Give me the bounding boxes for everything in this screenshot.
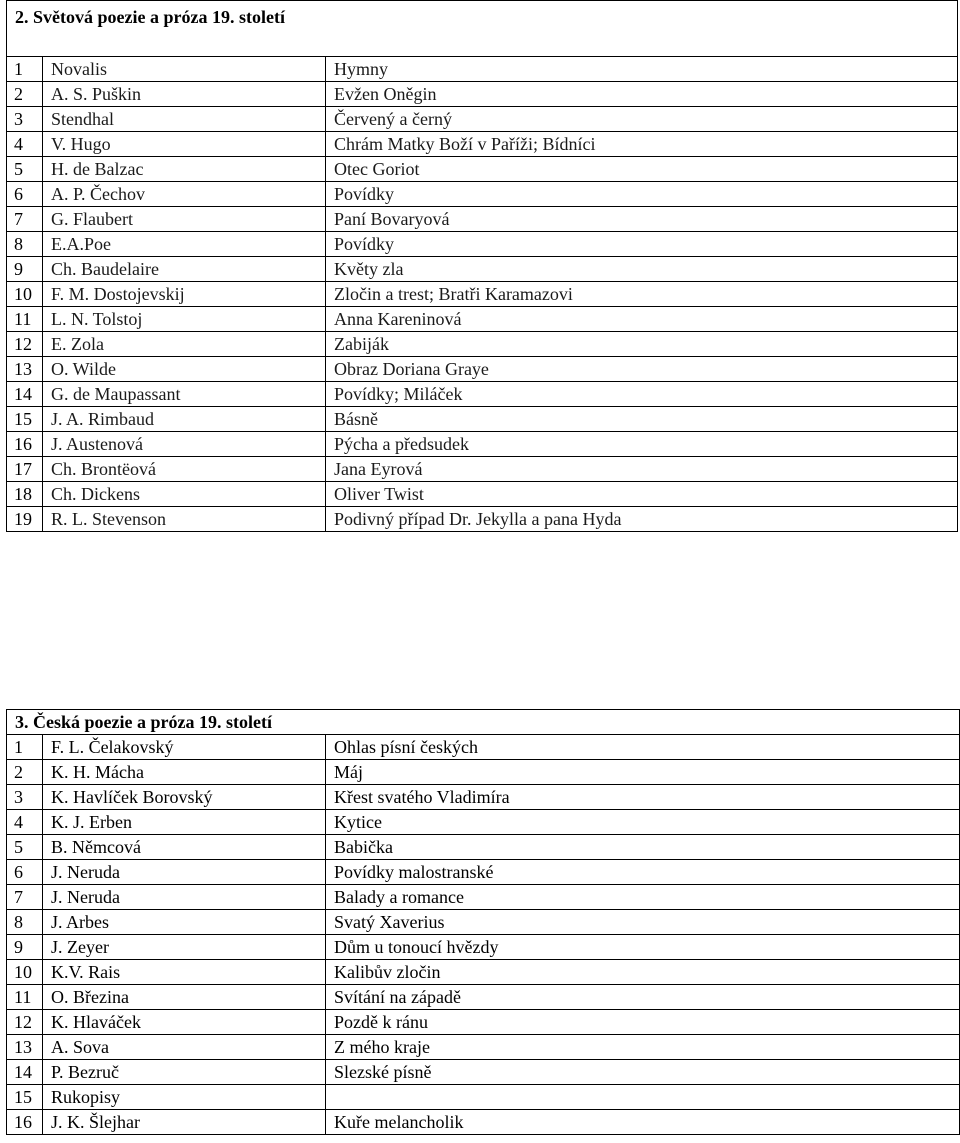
author-cell: Ch. Brontëová (43, 457, 326, 482)
work-cell: Otec Goriot (326, 157, 958, 182)
author-cell: A. P. Čechov (43, 182, 326, 207)
table-row (7, 1035, 960, 1060)
author-cell: V. Hugo (43, 132, 326, 157)
author-cell: J. K. Šlejhar (43, 1110, 326, 1135)
author-cell: J. Zeyer (43, 935, 326, 960)
work-cell: Svatý Xaverius (326, 910, 960, 935)
row-number: 10 (7, 282, 43, 307)
author-cell: F. L. Čelakovský (43, 735, 326, 760)
table-row (7, 382, 958, 407)
section-title: 3. Česká poezie a próza 19. století (7, 710, 960, 735)
table-row (7, 282, 958, 307)
table-row (7, 432, 958, 457)
author-cell: G. de Maupassant (43, 382, 326, 407)
table-row (7, 785, 960, 810)
table-row (7, 207, 958, 232)
row-number: 7 (7, 885, 43, 910)
work-cell: Pozdě k ránu (326, 1010, 960, 1035)
row-number: 5 (7, 835, 43, 860)
row-number: 11 (7, 985, 43, 1010)
author-cell: K. H. Mácha (43, 760, 326, 785)
author-cell: J. Austenová (43, 432, 326, 457)
table-row (7, 182, 958, 207)
author-cell: P. Bezruč (43, 1060, 326, 1085)
work-cell: Dům u tonoucí hvězdy (326, 935, 960, 960)
author-cell: B. Němcová (43, 835, 326, 860)
work-cell: Kytice (326, 810, 960, 835)
author-cell: O. Wilde (43, 357, 326, 382)
table-row (7, 457, 958, 482)
section-title-row (7, 1, 958, 57)
work-cell: Povídky (326, 232, 958, 257)
row-number: 16 (7, 432, 43, 457)
author-cell: A. Sova (43, 1035, 326, 1060)
row-number: 8 (7, 232, 43, 257)
author-cell: Rukopisy (43, 1085, 326, 1110)
work-cell: Máj (326, 760, 960, 785)
row-number: 1 (7, 57, 43, 82)
row-number: 7 (7, 207, 43, 232)
author-cell: Ch. Dickens (43, 482, 326, 507)
row-number: 4 (7, 810, 43, 835)
table-row (7, 332, 958, 357)
work-cell: Křest svatého Vladimíra (326, 785, 960, 810)
work-cell: Paní Bovaryová (326, 207, 958, 232)
author-cell: F. M. Dostojevskij (43, 282, 326, 307)
row-number: 3 (7, 107, 43, 132)
author-cell: A. S. Puškin (43, 82, 326, 107)
row-number: 14 (7, 382, 43, 407)
row-number: 15 (7, 407, 43, 432)
table-row (7, 860, 960, 885)
row-number: 4 (7, 132, 43, 157)
row-number: 17 (7, 457, 43, 482)
row-number: 5 (7, 157, 43, 182)
work-cell: Květy zla (326, 257, 958, 282)
table-row (7, 985, 960, 1010)
table-row (7, 507, 958, 532)
row-number: 16 (7, 1110, 43, 1135)
work-cell: Hymny (326, 57, 958, 82)
author-cell: K. Hlaváček (43, 1010, 326, 1035)
table-row (7, 910, 960, 935)
author-cell: K. J. Erben (43, 810, 326, 835)
table-row (7, 935, 960, 960)
author-cell: L. N. Tolstoj (43, 307, 326, 332)
table-row (7, 482, 958, 507)
row-number: 12 (7, 1010, 43, 1035)
work-cell: Povídky (326, 182, 958, 207)
work-cell: Ohlas písní českých (326, 735, 960, 760)
author-cell: G. Flaubert (43, 207, 326, 232)
row-number: 15 (7, 1085, 43, 1110)
row-number: 19 (7, 507, 43, 532)
work-cell: Babička (326, 835, 960, 860)
author-cell: K.V. Rais (43, 960, 326, 985)
author-cell: O. Březina (43, 985, 326, 1010)
author-cell: Stendhal (43, 107, 326, 132)
table-row (7, 1110, 960, 1135)
table-row (7, 107, 958, 132)
row-number: 13 (7, 357, 43, 382)
row-number: 8 (7, 910, 43, 935)
section-title-row (7, 710, 960, 735)
work-cell: Kalibův zločin (326, 960, 960, 985)
row-number: 11 (7, 307, 43, 332)
work-cell: Obraz Doriana Graye (326, 357, 958, 382)
row-number: 1 (7, 735, 43, 760)
row-number: 6 (7, 860, 43, 885)
author-cell: E. Zola (43, 332, 326, 357)
work-cell: Povídky; Miláček (326, 382, 958, 407)
work-cell: Zločin a trest; Bratři Karamazovi (326, 282, 958, 307)
row-number: 2 (7, 82, 43, 107)
work-cell: Pýcha a předsudek (326, 432, 958, 457)
table-row (7, 57, 958, 82)
table-row (7, 357, 958, 382)
work-cell: Evžen Oněgin (326, 82, 958, 107)
author-cell: Novalis (43, 57, 326, 82)
row-number: 10 (7, 960, 43, 985)
row-number: 14 (7, 1060, 43, 1085)
work-cell: Anna Kareninová (326, 307, 958, 332)
czech-literature-table (6, 709, 960, 1135)
work-cell (326, 1085, 960, 1110)
work-cell: Červený a černý (326, 107, 958, 132)
row-number: 12 (7, 332, 43, 357)
work-cell: Povídky malostranské (326, 860, 960, 885)
author-cell: H. de Balzac (43, 157, 326, 182)
table-row (7, 82, 958, 107)
work-cell: Básně (326, 407, 958, 432)
table-row (7, 232, 958, 257)
work-cell: Zabiják (326, 332, 958, 357)
row-number: 13 (7, 1035, 43, 1060)
author-cell: J. Neruda (43, 860, 326, 885)
work-cell: Kuře melancholik (326, 1110, 960, 1135)
author-cell: J. Arbes (43, 910, 326, 935)
author-cell: E.A.Poe (43, 232, 326, 257)
work-cell: Chrám Matky Boží v Paříži; Bídníci (326, 132, 958, 157)
table-row (7, 1060, 960, 1085)
work-cell: Balady a romance (326, 885, 960, 910)
table-row (7, 1085, 960, 1110)
row-number: 18 (7, 482, 43, 507)
work-cell: Svítání na západě (326, 985, 960, 1010)
author-cell: Ch. Baudelaire (43, 257, 326, 282)
table-row (7, 735, 960, 760)
row-number: 9 (7, 257, 43, 282)
work-cell: Podivný případ Dr. Jekylla a pana Hyda (326, 507, 958, 532)
table-row (7, 157, 958, 182)
row-number: 6 (7, 182, 43, 207)
table-row (7, 810, 960, 835)
work-cell: Oliver Twist (326, 482, 958, 507)
work-cell: Z mého kraje (326, 1035, 960, 1060)
row-number: 2 (7, 760, 43, 785)
table-row (7, 960, 960, 985)
row-number: 3 (7, 785, 43, 810)
section-title: 2. Světová poezie a próza 19. století (7, 1, 958, 57)
table-row (7, 1010, 960, 1035)
row-number: 9 (7, 935, 43, 960)
table-row (7, 407, 958, 432)
work-cell: Slezské písně (326, 1060, 960, 1085)
table-row (7, 760, 960, 785)
table-row (7, 132, 958, 157)
author-cell: J. Neruda (43, 885, 326, 910)
table-row (7, 257, 958, 282)
world-literature-table (6, 0, 958, 532)
author-cell: R. L. Stevenson (43, 507, 326, 532)
work-cell: Jana Eyrová (326, 457, 958, 482)
table-row (7, 885, 960, 910)
author-cell: J. A. Rimbaud (43, 407, 326, 432)
table-row (7, 835, 960, 860)
author-cell: K. Havlíček Borovský (43, 785, 326, 810)
table-row (7, 307, 958, 332)
